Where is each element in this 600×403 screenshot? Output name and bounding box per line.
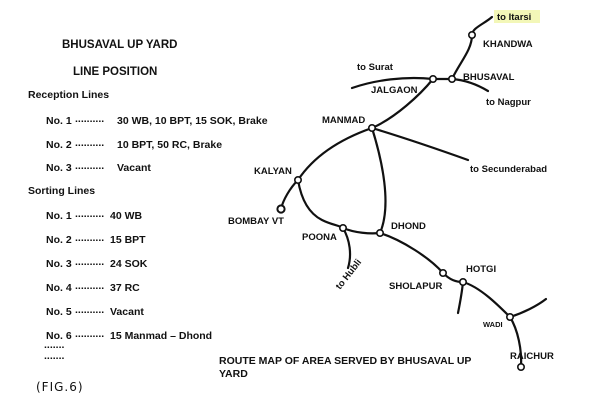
leader-dots: .......... <box>75 304 105 316</box>
line-contents: Vacant <box>117 162 151 174</box>
figure-label: (FIG.6) <box>36 380 84 394</box>
line-number: No. 2 <box>46 234 72 246</box>
continuation-dots: ....... <box>44 350 65 362</box>
khandwa-station-marker <box>469 32 475 38</box>
line-position-title: LINE POSITION <box>73 66 158 78</box>
line-number: No. 3 <box>46 162 72 174</box>
line-number: No. 6 <box>46 330 72 342</box>
manmad-label: MANMAD <box>322 115 366 126</box>
leader-dots: .......... <box>75 137 105 149</box>
line-dhond-sholapur <box>380 233 443 273</box>
direction-secunderabad-label: to Secunderabad <box>470 164 548 175</box>
line-kalyan-bombay <box>281 180 298 209</box>
line-number: No. 5 <box>46 306 72 318</box>
line-number: No. 1 <box>46 210 72 222</box>
continuation-dots: ....... <box>44 339 65 351</box>
leader-dots: .......... <box>75 256 105 268</box>
bhusaval-station-marker <box>449 76 455 82</box>
reception-lines-heading: Reception Lines <box>28 89 110 101</box>
sholapur-label: SHOLAPUR <box>389 281 443 292</box>
khandwa-label: KHANDWA <box>483 39 533 50</box>
bombay-vt-station-marker <box>277 205 284 212</box>
wadi-label: WADI <box>483 320 503 329</box>
leader-dots: .......... <box>75 280 105 292</box>
line-contents: 15 BPT <box>110 234 146 246</box>
hotgi-label: HOTGI <box>466 264 497 275</box>
line-number: No. 4 <box>46 282 72 294</box>
line-hotgi-wadi <box>463 282 510 317</box>
dhond-label: DHOND <box>391 221 426 232</box>
leader-dots: .......... <box>75 113 105 125</box>
leader-dots: .......... <box>75 160 105 172</box>
hotgi-station-marker <box>460 279 466 285</box>
yard-title: BHUSAVAL UP YARD <box>62 39 178 51</box>
poona-label: POONA <box>302 232 337 243</box>
direction-nagpur-label: to Nagpur <box>486 97 531 108</box>
dhond-station-marker <box>377 230 383 236</box>
jalgaon-label: JALGAON <box>371 85 418 96</box>
wadi-station-marker <box>507 314 513 320</box>
manmad-station-marker <box>369 125 375 131</box>
raichur-station-marker <box>518 364 524 370</box>
leader-dots: .......... <box>75 208 105 220</box>
line-number: No. 3 <box>46 258 72 270</box>
line-poona-dhond <box>343 228 380 233</box>
leader-dots: .......... <box>75 328 105 340</box>
jalgaon-station-marker <box>430 76 436 82</box>
bhusaval-label: BHUSAVAL <box>463 72 515 83</box>
sorting-lines-heading: Sorting Lines <box>28 185 96 197</box>
raichur-label: RAICHUR <box>510 351 554 362</box>
line-manmad-dhond <box>372 128 385 233</box>
line-contents: 10 BPT, 50 RC, Brake <box>117 139 223 151</box>
poona-station-marker <box>340 225 346 231</box>
line-wadi-east <box>510 299 546 317</box>
line-contents: 37 RC <box>110 282 140 294</box>
line-contents: 40 WB <box>110 210 143 222</box>
direction-surat-label: to Surat <box>357 62 393 73</box>
kalyan-label: KALYAN <box>254 166 292 177</box>
sholapur-station-marker <box>440 270 446 276</box>
line-contents: 24 SOK <box>110 258 148 270</box>
direction-itarsi-label: to Itarsi <box>497 12 532 23</box>
line-number: No. 1 <box>46 115 72 127</box>
line-contents: Vacant <box>110 306 144 318</box>
rail-lines <box>281 17 546 367</box>
line-hotgi-branch <box>458 282 463 313</box>
line-kalyan-poona <box>298 180 343 228</box>
map-caption-line1: ROUTE MAP OF AREA SERVED BY BHUSAVAL UP <box>219 355 472 367</box>
line-manmad-secunderabad <box>372 128 468 160</box>
direction-hubli-label: to Hubli <box>333 257 365 292</box>
leader-dots: .......... <box>75 232 105 244</box>
line-number: No. 2 <box>46 139 72 151</box>
line-poona-hubli <box>343 228 350 268</box>
line-contents: 15 Manmad – Dhond <box>110 330 213 342</box>
map-caption-line2: YARD <box>219 368 248 380</box>
line-contents: 30 WB, 10 BPT, 15 SOK, Brake <box>117 115 268 127</box>
kalyan-station-marker <box>295 177 301 183</box>
line-manmad-kalyan <box>298 128 372 180</box>
bombay-vt-label: BOMBAY VT <box>228 216 284 227</box>
